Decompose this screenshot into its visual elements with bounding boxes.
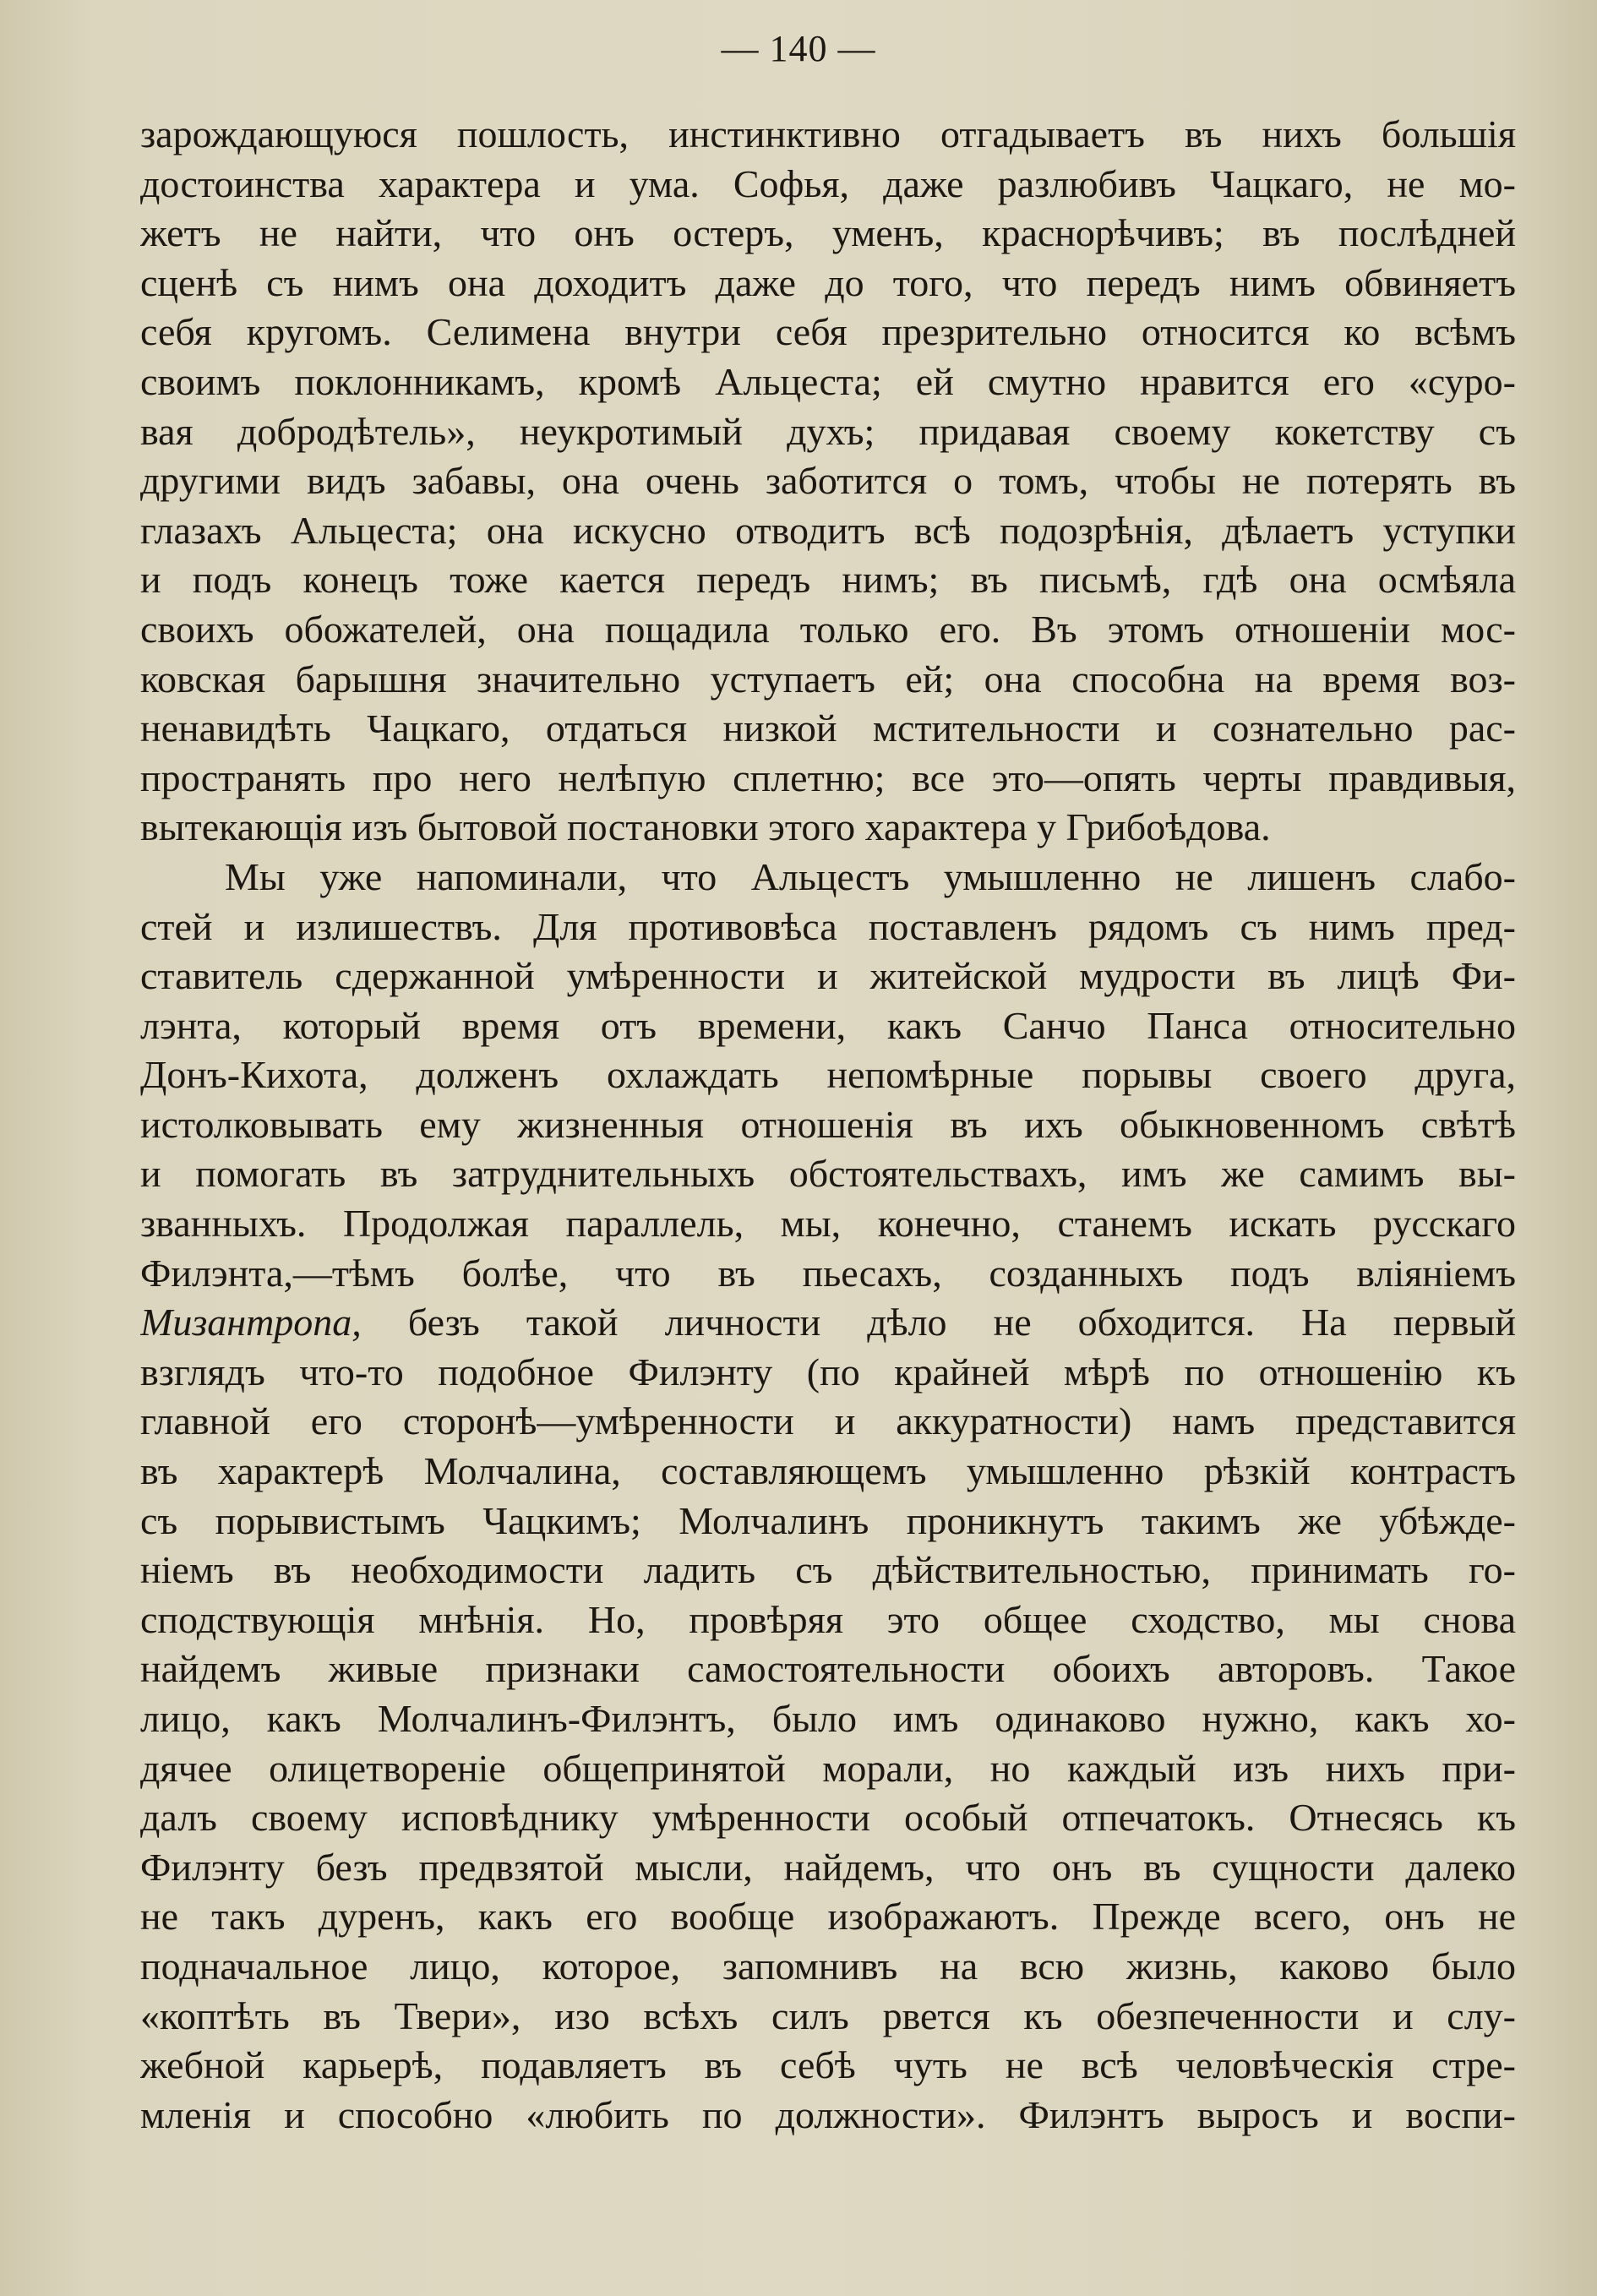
text-line: званныхъ. Продолжая параллель, мы, конечно, станемъ искать русскаго (140, 1202, 1516, 1246)
text-line: глазахъ Альцеста; она искусно отводитъ всѣ подозрѣнія, дѣлаетъ уступки (140, 508, 1516, 552)
text-line: лицо, какъ Молчалинъ-Филэнтъ, было имъ одинаково нужно, какъ хо- (140, 1697, 1516, 1740)
text-line: не такъ дуренъ, какъ его вообще изображаютъ. Прежде всего, онъ не (140, 1895, 1516, 1939)
text-line: и подъ конецъ тоже кается передъ нимъ; въ письмѣ, гдѣ она осмѣяла (140, 558, 1516, 602)
page-text (140, 110, 1516, 2140)
text-line-with-italic (140, 1298, 1516, 1348)
text-line: далъ своему исповѣднику умѣренности особый отпечатокъ. Отнесясь къ (140, 1796, 1516, 1840)
text-line: ненавидѣть Чацкаго, отдаться низкой мстительности и сознательно рас- (140, 706, 1516, 750)
text-line: Донъ-Кихота, долженъ охлаждать непомѣрные порывы своего друга, (140, 1053, 1516, 1097)
text-line: съ порывистымъ Чацкимъ; Молчалинъ проникнутъ такимъ же убѣжде- (140, 1498, 1516, 1542)
text-line: вая добродѣтель», неукротимый духъ; придавая своему кокетству съ (140, 409, 1516, 453)
page-number: — 140 — (721, 28, 876, 69)
text-line: жебной карьерѣ, подавляетъ въ себѣ чуть не всѣ человѣческія стре- (140, 2043, 1516, 2087)
text-line: мленія и способно «любить по должности». Филэнтъ выросъ и воспи- (140, 2092, 1516, 2136)
text-line: себя кругомъ. Селимена внутри себя презрительно относится ко всѣмъ (140, 310, 1516, 354)
text-line: подначальное лицо, которое, запомнивъ на всю жизнь, каково было (140, 1944, 1516, 1988)
text-line: ковская барышня значительно уступаетъ ей; она способна на время воз- (140, 657, 1516, 701)
text-line: найдемъ живые признаки самостоятельности обоихъ авторовъ. Такое (140, 1647, 1516, 1691)
text-line: своихъ обожателей, она пощадила только его. Въ этомъ отношеніи мос- (140, 607, 1516, 651)
text-line: Мы уже напоминали, что Альцестъ умышленно не лишенъ слабо- (225, 854, 1516, 898)
text-line: сподствующія мнѣнія. Но, провѣряя это общее сходство, мы снова (140, 1597, 1516, 1641)
text-line: взглядъ что-то подобное Филэнту (по крайней мѣрѣ по отношенію къ (140, 1350, 1516, 1393)
text-line: ставитель сдержанной умѣренности и житейской мудрости въ лицѣ Фи- (140, 954, 1516, 998)
text-line: ніемъ въ необходимости ладить съ дѣйствительностью, принимать го- (140, 1548, 1516, 1592)
paragraph-1 (140, 110, 1516, 853)
text-line: стей и излишествъ. Для противовѣса поставленъ рядомъ съ нимъ пред- (140, 904, 1516, 948)
text-line: «коптѣть въ Твери», изо всѣхъ силъ рвется къ обезпеченности и слу- (140, 1993, 1516, 2037)
text-line: Филэнту безъ предвзятой мысли, найдемъ, что онъ въ сущности далеко (140, 1845, 1516, 1889)
paragraph-2 (140, 853, 1516, 2140)
text-line: дячее олицетвореніе общепринятой морали, но каждый изъ нихъ при- (140, 1746, 1516, 1790)
text-line: своимъ поклонникамъ, кромѣ Альцеста; ей смутно нравится его «суро- (140, 359, 1516, 403)
text-line: въ характерѣ Молчалина, составляющемъ умышленно рѣзкій контрастъ (140, 1449, 1516, 1493)
text-line: главной его сторонѣ—умѣренности и аккуратности) намъ представится (140, 1399, 1516, 1443)
text-line: истолковывать ему жизненныя отношенія въ ихъ обыкновенномъ свѣтѣ (140, 1102, 1516, 1146)
text-line: сценѣ съ нимъ она доходитъ даже до того, что передъ нимъ обвиняетъ (140, 260, 1516, 304)
text-line: пространять про него нелѣпую сплетню; все это—опять черты правдивыя, (140, 755, 1516, 799)
text-line: зарождающуюся пошлость, инстинктивно отгадываетъ въ нихъ большія (140, 112, 1516, 155)
italic-title: Мизантропа, (140, 1301, 362, 1344)
text-line: другими видъ забавы, она очень заботится о томъ, чтобы не потерять въ (140, 459, 1516, 503)
text-line: жетъ не найти, что онъ остеръ, уменъ, краснорѣчивъ; въ послѣдней (140, 211, 1516, 255)
text-line: и помогать въ затруднительныхъ обстоятельствахъ, имъ же самимъ вы- (140, 1152, 1516, 1196)
text-line: Филэнта,—тѣмъ болѣе, что въ пьесахъ, созданныхъ подъ вліяніемъ (140, 1251, 1516, 1295)
text-line: достоинства характера и ума. Софья, даже разлюбивъ Чацкаго, не мо- (140, 161, 1516, 205)
text-line: вытекающія изъ бытовой постановки этого характера у Грибоѣдова. (140, 805, 1271, 849)
text-line: лэнта, который время отъ времени, какъ Санчо Панса относительно (140, 1003, 1516, 1047)
line-rest: безъ такой личности дѣло не обходится. На первый (361, 1301, 1516, 1344)
